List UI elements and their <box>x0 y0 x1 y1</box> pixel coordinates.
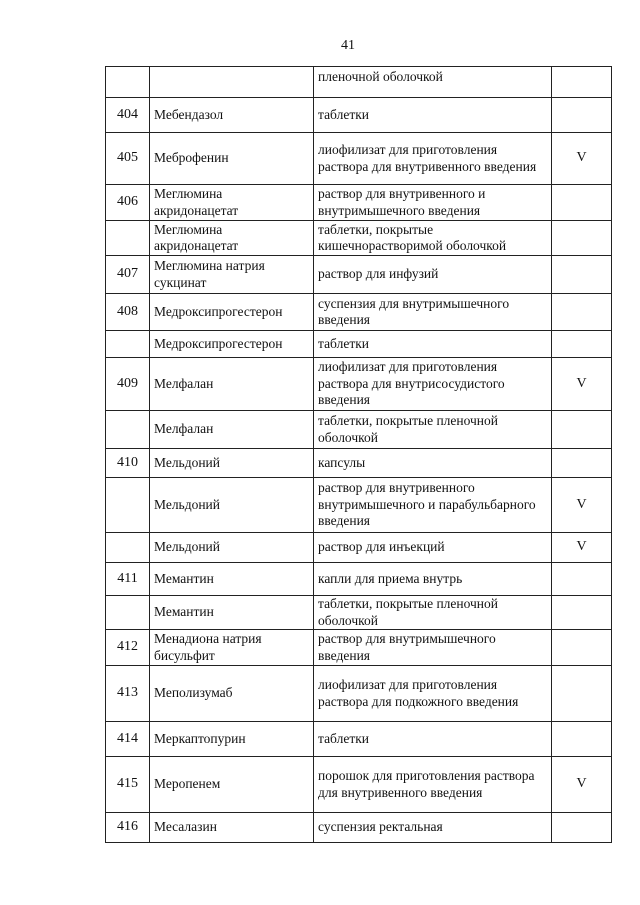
dosage-form: лиофилизат для приготовления раствора для внутривенного введения <box>314 133 552 185</box>
table-row <box>106 563 612 596</box>
dosage-form: пленочной оболочкой <box>314 67 552 98</box>
row-number <box>106 478 150 533</box>
table-row <box>106 630 612 666</box>
vital-mark <box>552 813 612 843</box>
vital-mark <box>552 630 612 666</box>
drug-name: Меполизумаб <box>150 666 314 722</box>
vital-mark <box>552 596 612 630</box>
dosage-form: раствор для инъекций <box>314 533 552 563</box>
drug-name: Мелфалан <box>150 411 314 449</box>
dosage-form: таблетки, покрытые пленочной оболочкой <box>314 411 552 449</box>
row-number: 409 <box>106 358 150 411</box>
table-row <box>106 358 612 411</box>
drug-name: Медроксипрогестерон <box>150 294 314 331</box>
table-row <box>106 449 612 478</box>
vital-mark: V <box>552 533 612 563</box>
dosage-form: таблетки <box>314 98 552 133</box>
vital-mark <box>552 449 612 478</box>
drug-name: Мебендазол <box>150 98 314 133</box>
vital-mark <box>552 67 612 98</box>
dosage-form: таблетки <box>314 722 552 757</box>
table-row <box>106 185 612 221</box>
drug-name: Меропенем <box>150 757 314 813</box>
drug-name: Мемантин <box>150 596 314 630</box>
table-row <box>106 331 612 358</box>
table-row <box>106 67 612 98</box>
row-number: 411 <box>106 563 150 596</box>
row-number <box>106 596 150 630</box>
row-number: 405 <box>106 133 150 185</box>
row-number: 407 <box>106 256 150 294</box>
drug-name: Мельдоний <box>150 449 314 478</box>
table-row <box>106 666 612 722</box>
vital-mark <box>552 722 612 757</box>
drug-table <box>105 66 612 843</box>
vital-mark <box>552 221 612 256</box>
vital-mark <box>552 666 612 722</box>
row-number <box>106 533 150 563</box>
dosage-form: раствор для внутривенного и внутримышечного введения <box>314 185 552 221</box>
drug-name: Мелфалан <box>150 358 314 411</box>
vital-mark <box>552 563 612 596</box>
vital-mark: V <box>552 133 612 185</box>
dosage-form: лиофилизат для приготовления раствора для внутрисосудистого введения <box>314 358 552 411</box>
row-number: 408 <box>106 294 150 331</box>
dosage-form: таблетки <box>314 331 552 358</box>
row-number <box>106 331 150 358</box>
row-number: 406 <box>106 185 150 221</box>
vital-mark <box>552 411 612 449</box>
drug-name: Месалазин <box>150 813 314 843</box>
vital-mark <box>552 331 612 358</box>
vital-mark: V <box>552 358 612 411</box>
dosage-form: раствор для внутримышечного введения <box>314 630 552 666</box>
dosage-form: раствор для внутривенного внутримышечного и парабульбарного введения <box>314 478 552 533</box>
drug-name: Меглюмина натрия сукцинат <box>150 256 314 294</box>
drug-name: Менадиона натрия бисульфит <box>150 630 314 666</box>
table-row <box>106 757 612 813</box>
table-row <box>106 133 612 185</box>
row-number: 413 <box>106 666 150 722</box>
row-number <box>106 67 150 98</box>
drug-name: Меглюмина акридонацетат <box>150 221 314 256</box>
table-row <box>106 478 612 533</box>
row-number: 415 <box>106 757 150 813</box>
table-row <box>106 221 612 256</box>
dosage-form: суспензия ректальная <box>314 813 552 843</box>
table-row <box>106 722 612 757</box>
drug-name: Меглюмина акридонацетат <box>150 185 314 221</box>
table-row <box>106 294 612 331</box>
dosage-form: раствор для инфузий <box>314 256 552 294</box>
table-row <box>106 98 612 133</box>
dosage-form: капли для приема внутрь <box>314 563 552 596</box>
table-row <box>106 411 612 449</box>
row-number: 404 <box>106 98 150 133</box>
vital-mark <box>552 98 612 133</box>
row-number: 416 <box>106 813 150 843</box>
vital-mark: V <box>552 757 612 813</box>
page-number: 41 <box>341 38 355 53</box>
drug-name: Мельдоний <box>150 478 314 533</box>
drug-name: Мемантин <box>150 563 314 596</box>
drug-name: Медроксипрогестерон <box>150 331 314 358</box>
vital-mark <box>552 294 612 331</box>
dosage-form: таблетки, покрытые кишечнорастворимой оболочкой <box>314 221 552 256</box>
table-row <box>106 533 612 563</box>
vital-mark <box>552 256 612 294</box>
table-row <box>106 813 612 843</box>
drug-name <box>150 67 314 98</box>
drug-name: Мельдоний <box>150 533 314 563</box>
drug-name: Меброфенин <box>150 133 314 185</box>
dosage-form: таблетки, покрытые пленочной оболочкой <box>314 596 552 630</box>
row-number: 414 <box>106 722 150 757</box>
drug-name: Меркаптопурин <box>150 722 314 757</box>
vital-mark <box>552 185 612 221</box>
dosage-form: суспензия для внутримышечного введения <box>314 294 552 331</box>
row-number: 410 <box>106 449 150 478</box>
dosage-form: порошок для приготовления раствора для внутривенного введения <box>314 757 552 813</box>
dosage-form: капсулы <box>314 449 552 478</box>
row-number <box>106 221 150 256</box>
dosage-form: лиофилизат для приготовления раствора для подкожного введения <box>314 666 552 722</box>
vital-mark: V <box>552 478 612 533</box>
table-row <box>106 256 612 294</box>
table-row <box>106 596 612 630</box>
row-number: 412 <box>106 630 150 666</box>
row-number <box>106 411 150 449</box>
